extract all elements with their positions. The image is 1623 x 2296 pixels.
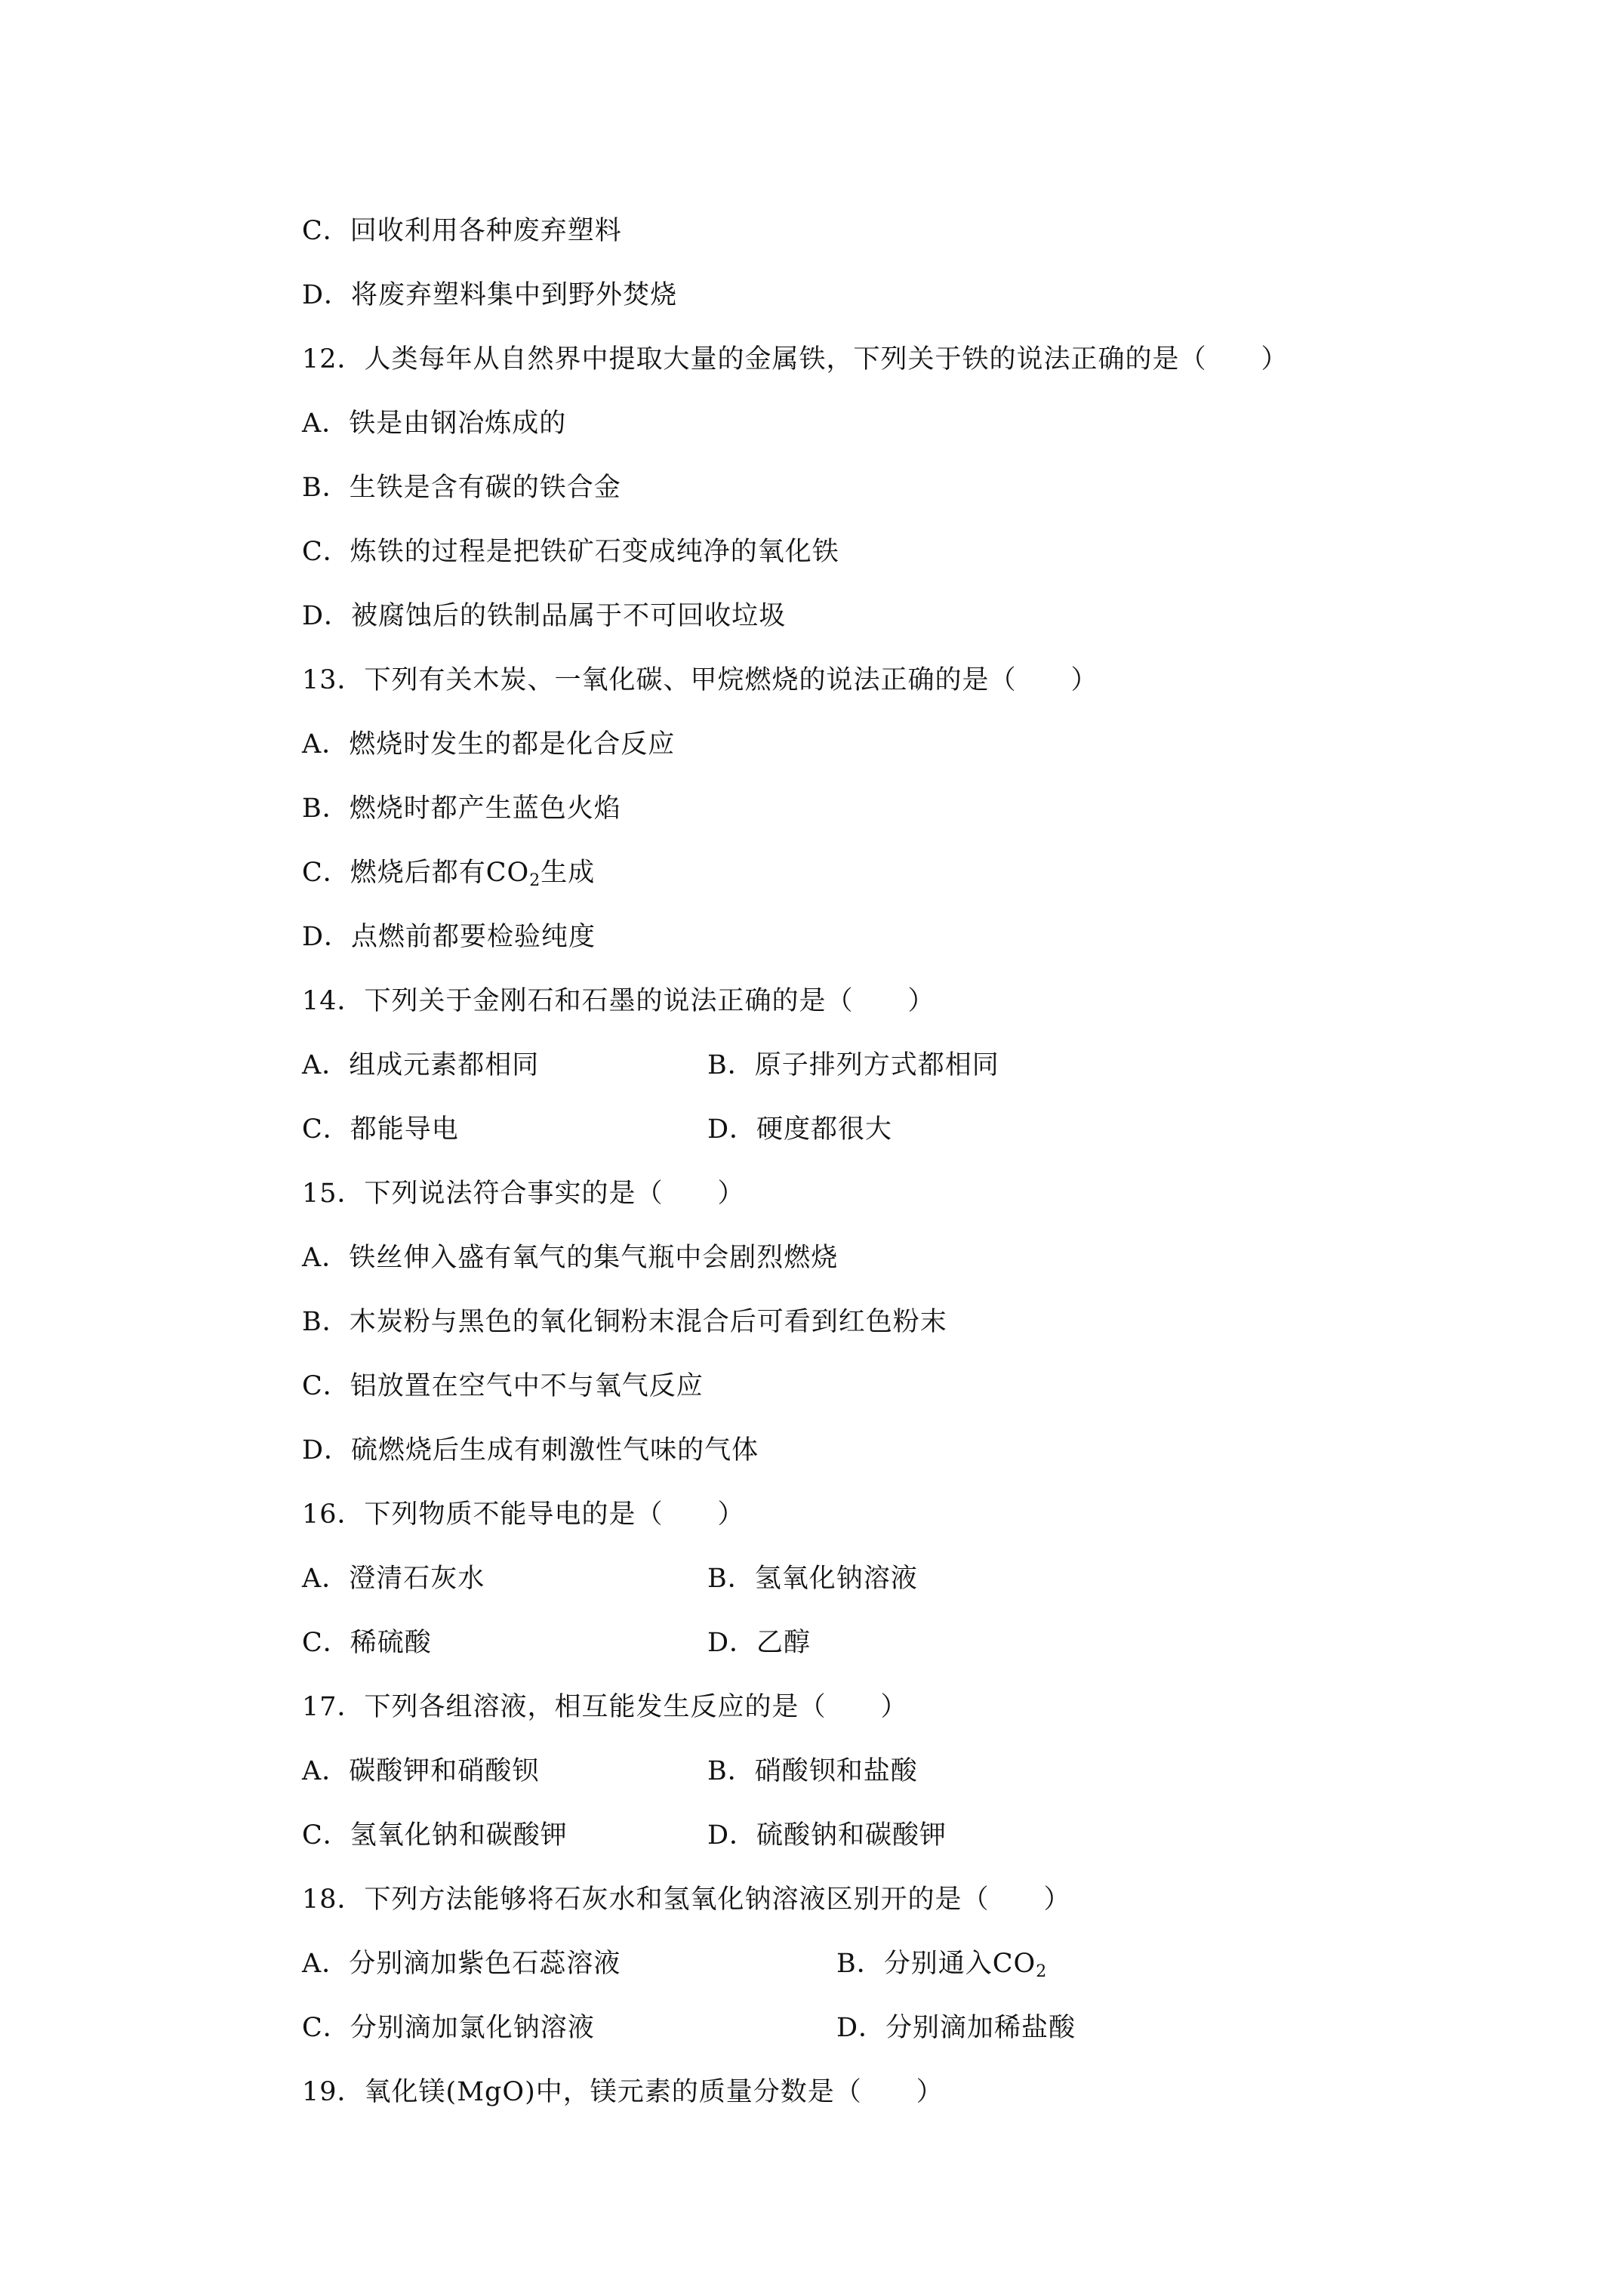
- q18-stem: 18．下列方法能够将石灰水和氢氧化钠溶液区别开的是（ ）: [302, 1885, 1071, 1915]
- q15-option-c: C．铝放置在空气中不与氧气反应: [302, 1371, 704, 1401]
- q14-stem: 14．下列关于金刚石和石墨的说法正确的是（ ）: [302, 986, 935, 1016]
- q12-stem: 12．人类每年从自然界中提取大量的金属铁，下列关于铁的说法正确的是（ ）: [302, 344, 1289, 374]
- q18-option-b: B．分别通入$CO_2$: [836, 1949, 1048, 1981]
- q13-option-b: B．燃烧时都产生蓝色火焰: [302, 794, 621, 824]
- q16-option-d: D．乙醇: [707, 1628, 812, 1658]
- q16-option-b: B．氢氧化钠溶液: [707, 1564, 918, 1594]
- q11-option-c: C．回收利用各种废弃塑料: [302, 216, 622, 246]
- q16-option-a: A．澄清石灰水: [302, 1564, 485, 1594]
- q18-option-c: C．分别滴加氯化钠溶液: [302, 2013, 595, 2043]
- q16-stem: 16．下列物质不能导电的是（ ）: [302, 1499, 745, 1530]
- q18-option-d: D．分别滴加稀盐酸: [836, 2013, 1076, 2043]
- q14-option-c: C．都能导电: [302, 1114, 459, 1145]
- q17-option-d: D．硫酸钠和碳酸钾: [707, 1820, 947, 1851]
- q13-stem: 13．下列有关木炭、一氧化碳、甲烷燃烧的说法正确的是（ ）: [302, 665, 1098, 695]
- q15-stem: 15．下列说法符合事实的是（ ）: [302, 1179, 745, 1209]
- q11-option-d: D．将废弃塑料集中到野外焚烧: [302, 280, 678, 310]
- q16-option-c: C．稀硫酸: [302, 1628, 432, 1658]
- q17-stem: 17．下列各组溶液，相互能发生反应的是（ ）: [302, 1692, 908, 1722]
- q14-option-d: D．硬度都很大: [707, 1114, 893, 1145]
- q18-option-a: A．分别滴加紫色石蕊溶液: [302, 1949, 621, 1979]
- q19-stem: 19．氧化镁(MgO)中，镁元素的质量分数是（ ）: [302, 2077, 944, 2107]
- q13-option-a: A．燃烧时发生的都是化合反应: [302, 729, 676, 760]
- q12-option-c: C．炼铁的过程是把铁矿石变成纯净的氧化铁: [302, 537, 839, 567]
- q13-option-c: C．燃烧后都有$CO_2$生成: [302, 858, 596, 890]
- q15-option-a: A．铁丝伸入盛有氧气的集气瓶中会剧烈燃烧: [302, 1243, 839, 1273]
- q14-option-b: B．原子排列方式都相同: [707, 1050, 999, 1080]
- q12-option-d: D．被腐蚀后的铁制品属于不可回收垃圾: [302, 601, 787, 631]
- q17-option-c: C．氢氧化钠和碳酸钾: [302, 1820, 568, 1851]
- q17-option-b: B．硝酸钡和盐酸: [707, 1756, 918, 1786]
- q15-option-b: B．木炭粉与黑色的氧化铜粉末混合后可看到红色粉末: [302, 1307, 947, 1337]
- q17-option-a: A．碳酸钾和硝酸钡: [302, 1756, 540, 1786]
- q15-option-d: D．硫燃烧后生成有刺激性气味的气体: [302, 1435, 759, 1465]
- q13-option-d: D．点燃前都要检验纯度: [302, 922, 596, 952]
- q14-option-a: A．组成元素都相同: [302, 1050, 540, 1080]
- q12-option-b: B．生铁是含有碳的铁合金: [302, 473, 621, 503]
- q12-option-a: A．铁是由钢冶炼成的: [302, 408, 567, 439]
